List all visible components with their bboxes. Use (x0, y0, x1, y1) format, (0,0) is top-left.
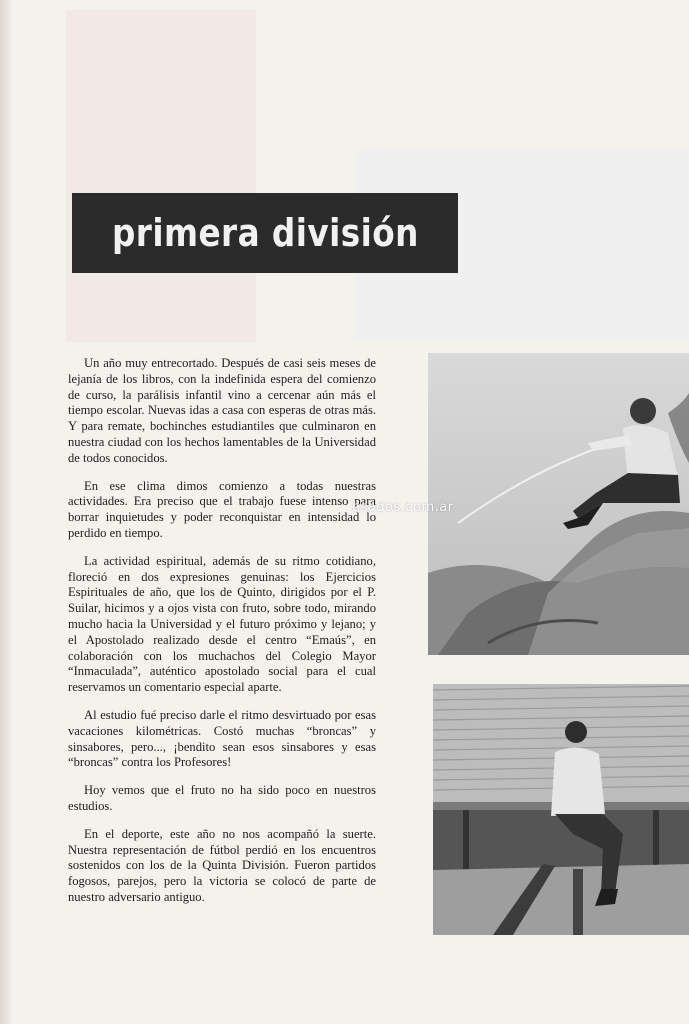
page-edge (0, 0, 14, 1024)
paragraph: Un año muy entrecortado. Después de casi seis meses de lejanía de los libros, con la indefinida espera del comienzo de curso, la parálisis infantil vino a cercenar aún más el tiempo escolar. Nuevas idas a casa con esperas de otras más. Y para rematе, bochinches estudiantiles que culminaron en nuestra ciudad con los hechos lamentables de la Universidad de todos conocidos. (68, 356, 376, 465)
article-body (68, 356, 376, 918)
title-banner (72, 193, 458, 273)
photo-student-on-post (433, 684, 689, 935)
watermark-text: esados.com.ar (352, 500, 454, 515)
paragraph: Hoy vemos que el fruto no ha sido poco en nuestros estudios. (68, 783, 376, 813)
show-through-block (66, 10, 256, 342)
page-title: primera división (111, 211, 419, 255)
paragraph: Al estudio fué preciso darle el ritmo desvirtuado por esas vacaciones kilométricas. Costó muchas “broncas” y sinsabores, pero..., ¡bendito sean esos sinsabores y esas “broncas” contra los Profesores! (68, 707, 376, 770)
paragraph: En el deporte, este año no nos acompañó la suerte. Nuestra representación de fútbol perdió en los encuentros sostenidos con los de la Quinta División. Fueron partidos fogosos, parejos, pero la victoria se colocó de parte de nuestro adversario antiguo. (68, 826, 376, 904)
paragraph: En ese clima dimos comienzo a todas nuestras actividades. Era preciso que el trabajo fuese intenso para borrar inquietudes y poder reconquistar en intensidad lo perdido en tiempo. (68, 478, 376, 540)
paragraph: La actividad espiritual, además de su ritmo cotidiano, floreció en dos expresiones genuinas: los Ejercicios Espirituales de año, que los de Quinto, dirigidos por el P. Suilar, hicimos y a ojos vista con fruto, sobre todo, mirando mucho hacia la Universidad y el futuro próximo y lejano; y el Apostolado realizado desde el centro “Emaús”, en colaboración con los muchachos del Colegio Mayor “Inmaculada”, auténtico apostolado social para el cual reservamos un comentario especial aparte. (68, 553, 376, 695)
photo-fishing-student (428, 353, 689, 655)
